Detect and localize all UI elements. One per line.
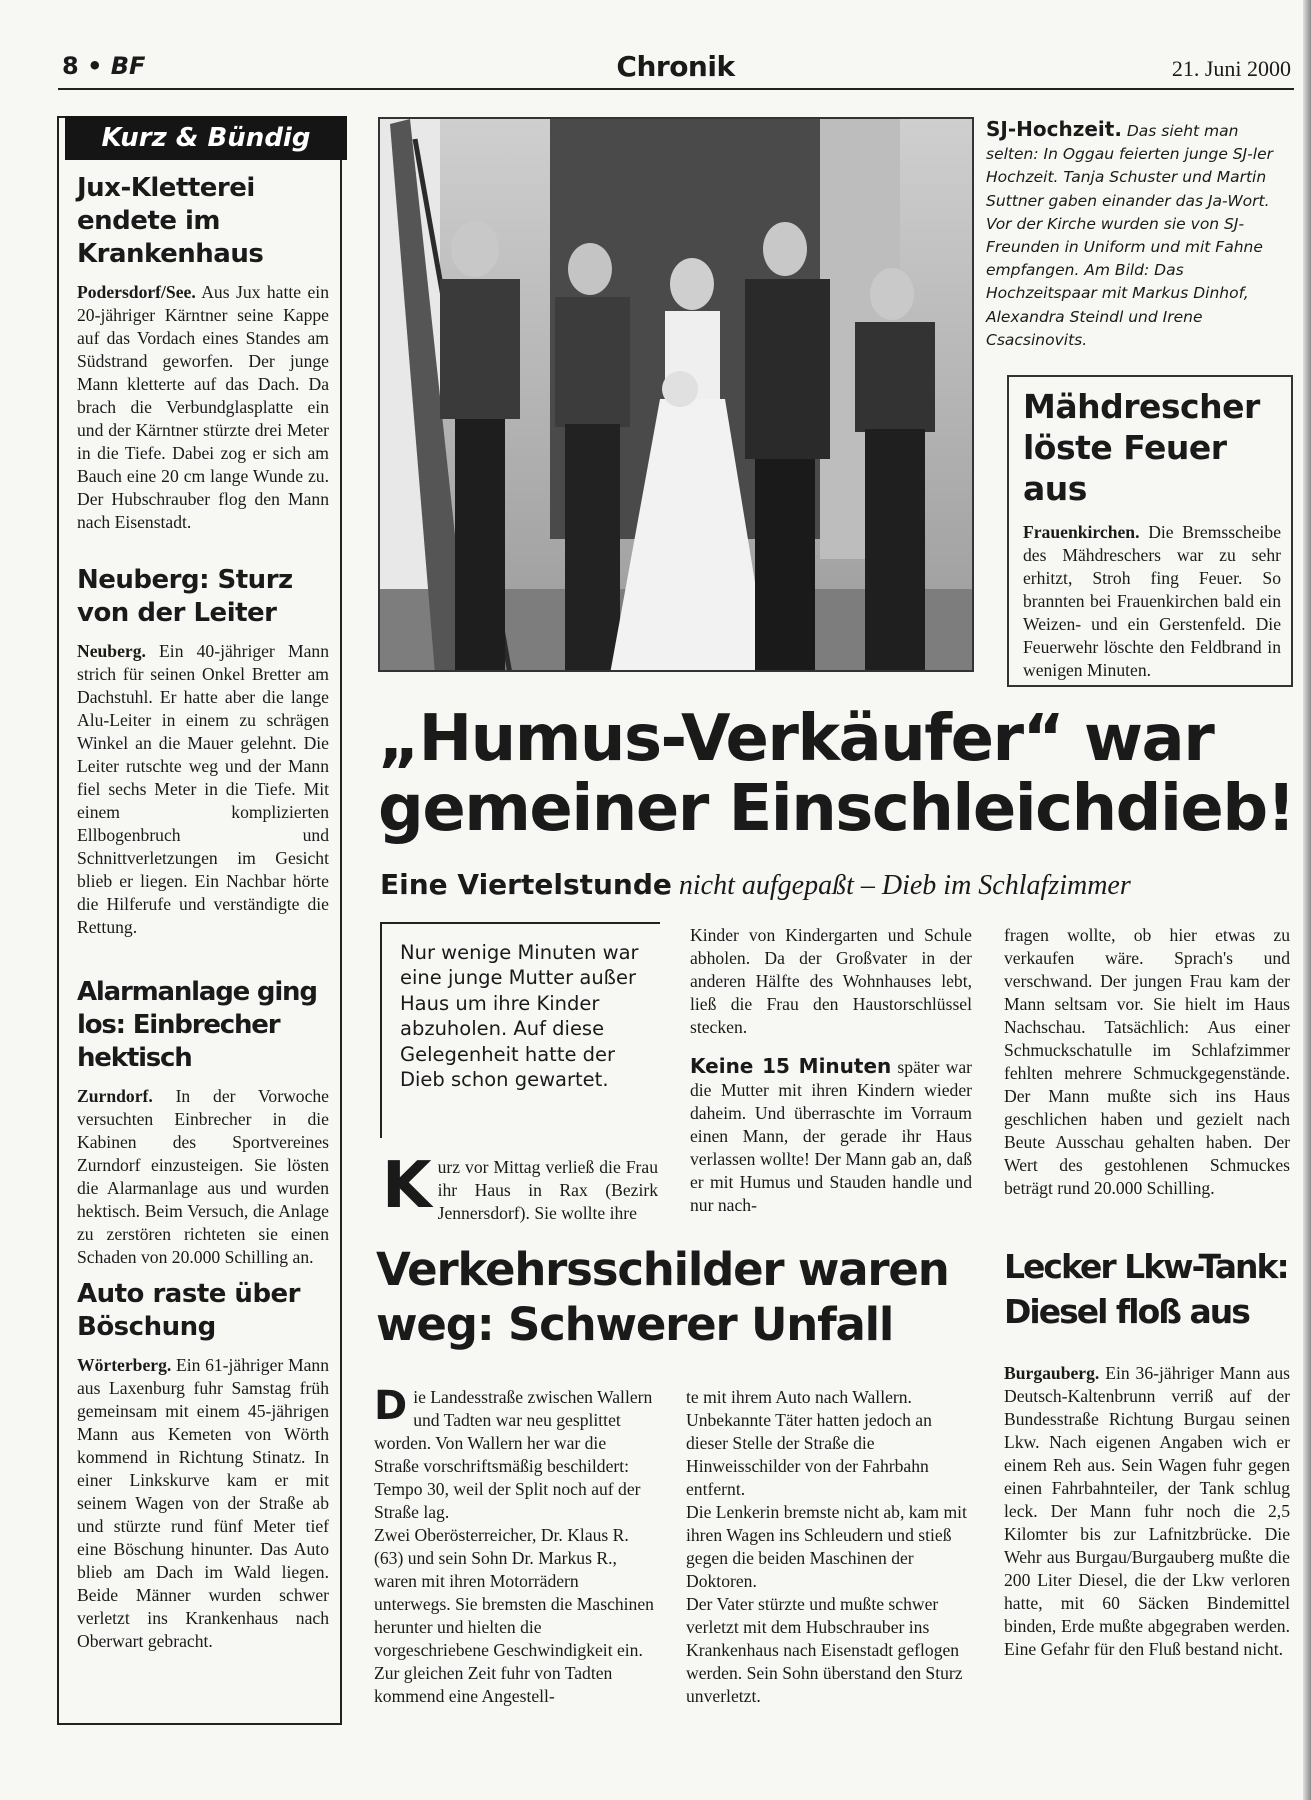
article-text: urz vor Mittag verließ die Frau ihr Haus in Rax (Bezirk Jennersdorf). Sie wollte ihre: [437, 1157, 658, 1223]
dateline: Zurndorf.: [77, 1086, 153, 1106]
article-text: später war die Mutter mit ihren Kindern wieder daheim. Und überraschte im Vorraum einen Mann, der gerade ihr Haus verlassen wollte! Der Mann gab an, daß er mit Humus und Stauden handle und nur nach-: [690, 1057, 972, 1215]
article-text: ie Landesstraße zwischen Wallern und Tadten war neu gesplittet worden. Von Wallern her war die Straße vorschriftsmäßig beschildert: Tempo 30, weil der Split noch auf der Straße lag.: [374, 1387, 653, 1522]
sidebar-item-neuberg: [77, 564, 329, 939]
headline: Jux-Kletterei endete im Krankenhaus: [77, 173, 264, 269]
main-col-3: [1004, 924, 1290, 1200]
article-text: Aus Jux hatte ein 20-jähriger Kärntner seine Kappe auf das Vordach eines Standes am Südstrand geworfen. Der junge Mann kletterte auf das Dach. Da brach die Verbundglasplatte ein und der Kärntner stürzte drei Meter in die Tiefe. Dabei zog er sich am Bauch eine 20 cm lange Wunde zu. Der Hubschrauber flog den Mann nach Eisenstadt.: [77, 282, 329, 532]
wedding-photo-illustration: [380, 119, 974, 672]
article-text: fragen wollte, ob hier etwas zu verkaufen wäre. Sprach's und verschwand. Der jungen Frau kam der Mann seltsam vor. Sie hielt im Haus Nachschau. Tatsächlich: Aus einer Schmuckschatulle im Schlafzimmer fehlten mehrere Schmuckgegenstände. Der Mann mußte sich ins Haus geschlichen haben und gezielt nach Beute Ausschau gehalten haben. Der Wert des gestohlenen Schmuckes beträgt rund 20.000 Schilling.: [1004, 925, 1290, 1198]
verkehr-headline: [376, 1242, 976, 1352]
lkw-article: [1004, 1362, 1290, 1661]
sidebar-item-woerterberg: [77, 1278, 329, 1653]
article-text: te mit ihrem Auto nach Wallern. Unbekannte Täter hatten jedoch an dieser Stelle der Straße die Hinweisschilder von der Fahrbahn entfernt.: [686, 1387, 932, 1499]
article-body: [77, 640, 329, 939]
page-edge-shadow: [1303, 0, 1311, 1800]
sidebar-title: Kurz & Bündig: [65, 116, 347, 160]
main-subhead: [380, 868, 1300, 902]
article-body: [1023, 521, 1281, 682]
subhead-bold: Eine Viertelstunde: [380, 868, 672, 901]
main-headline: [378, 704, 1298, 844]
caption-lead: SJ-Hochzeit.: [986, 117, 1122, 141]
headline-line-2: gemeiner Einschleichdieb!: [378, 772, 1295, 846]
article-text: Die Bremsscheibe des Mähdreschers war zu sehr erhitzt, Stroh fing Feuer. So brannten bei Frauenkirchen bald ein Weizen- und ein Gerstenfeld. Die Feuerwehr löschte den Feldbrand in wenigen Minuten.: [1023, 522, 1281, 680]
verkehr-col-2: [686, 1386, 970, 1708]
article-text: Die Lenkerin bremste nicht ab, kam mit ihren Wagen ins Schleudern und stieß gegen die beiden Maschinen der Doktoren.: [686, 1502, 967, 1591]
dateline: Neuberg.: [77, 641, 146, 661]
article-paragraph: [374, 1383, 654, 1524]
dropcap: D: [374, 1383, 408, 1429]
article-text: In der Vorwoche versuchten Einbrecher in die Kabinen des Sportvereines Zurndorf einzusteigen. Sie lösten die Alarmanlage aus und wurden hektisch. Beim Versuch, die Anlage zu zerstören richteten sie einen Schaden von 20.000 Schilling an.: [77, 1086, 329, 1267]
article-text: Ein 36-jähriger Mann aus Deutsch-Kaltenbrunn verriß auf der Bundesstraße Richtung Burgau seinen Lkw. Nach eigenen Angaben wich er einem Reh aus. Sein Wagen fuhr gegen einen Fahrbahnteiler, der Tank schlug leck. Der Mann fuhr noch die 2,5 Kilomter bis zur Lafnitzbrücke. Die Wehr aus Burgau/Burgauberg mußte die 200 Liter Diesel, die der Lkw verloren hatte, mit 60 Säcken Bindemittel binden, Erde mußte abgegraben werden. Eine Gefahr für den Fluß bestand nicht.: [1004, 1363, 1290, 1659]
headline: Auto raste über Böschung: [77, 1279, 301, 1342]
issue-date: 21. Juni 2000: [1171, 56, 1291, 81]
dropcap: K: [382, 1149, 432, 1223]
headline: Neuberg: Sturz von der Leiter: [77, 565, 293, 628]
headline-line-1: Lecker Lkw-Tank:: [1004, 1247, 1288, 1286]
dateline: Burgauberg.: [1004, 1363, 1100, 1383]
wedding-photo: [378, 117, 974, 672]
maehdrescher-article: [1023, 386, 1281, 682]
dateline: Frauenkirchen.: [1023, 522, 1140, 542]
main-col-1: [382, 1149, 658, 1225]
article-body: [77, 1085, 329, 1269]
headline: Alarmanlage ging los: Einbrecher hektisch: [77, 977, 317, 1073]
headline-line-1: Verkehrsschilder waren: [376, 1243, 949, 1296]
dot-separator: •: [87, 52, 103, 80]
article-text: Ein 40-jähriger Mann strich für seinen Onkel Bretter am Dachstuhl. Er hatte aber die lange Alu-Leiter in einem zu schrägen Winkel an die Mauer gelehnt. Die Leiter rutschte weg und der Mann fiel sechs Meter in die Tiefe. Mit einem komplizierten Ellbogenbruch und Schnittverletzungen im Gesicht blieb er liegen. Ein Nachbar hörte die Hilferufe und verständigte die Rettung.: [77, 641, 329, 937]
section-title: Chronik: [616, 50, 735, 83]
photo-caption: [986, 118, 1294, 352]
article-text: Ein 61-jähriger Mann aus Laxenburg fuhr Samstag früh gemeinsam mit einem 45-jährigen Mann aus Kemeten von Wörth kommend in Richtung Stinatz. In einer Linkskurve kam er mit seinem Wagen von der Straße ab und stürzte rund fünf Meter tief eine Böschung hinunter. Das Auto blieb am Dach im Wald liegen. Beide Männer wurden schwer verletzt ins Krankenhaus nach Oberwart gebracht.: [77, 1355, 329, 1651]
subhead-italic: nicht aufgepaßt – Dieb im Schlafzimmer: [671, 870, 1131, 901]
sidebar-item-zurndorf: [77, 976, 329, 1269]
paper-logo: BF: [110, 52, 146, 80]
article-body: [77, 281, 329, 534]
headline: Mähdrescher löste Feuer aus: [1023, 387, 1260, 508]
article-paragraph: [690, 1055, 972, 1217]
lkw-headline: [1004, 1244, 1304, 1334]
headline-line-2: Diesel floß aus: [1004, 1292, 1249, 1331]
header-rule: [58, 88, 1294, 90]
verkehr-col-1: [374, 1383, 654, 1708]
article-text: Kinder von Kindergarten und Schule abholen. Da der Großvater in der anderen Hälfte des Wohnhauses lebt, ließ die Frau den Haustorschlüssel stecken.: [690, 925, 972, 1037]
article-body: [77, 1354, 329, 1653]
caption-text: Das sieht man selten: In Oggau feierten junge SJ-ler Hochzeit. Tanja Schuster und Martin Suttner gaben einander das Ja-Wort. Vor der Kirche wurden sie von SJ-Freunden in Uniform und mit Fahne empfangen. Am Bild: Das Hochzeitspaar mit Markus Dinhof, Alexandra Steindl und Irene Csacsinovits.: [986, 122, 1273, 349]
headline-line-2: weg: Schwerer Unfall: [376, 1298, 894, 1351]
lead-in: Keine 15 Minuten: [690, 1054, 892, 1078]
dateline: Wörterberg.: [77, 1355, 172, 1375]
sidebar-item-jux: [77, 172, 329, 534]
article-text: Der Vater stürzte und mußte schwer verletzt mit dem Hubschrauber ins Krankenhaus nach Eisenstadt geflogen werden. Sein Sohn überstand den Sturz unverletzt.: [686, 1594, 963, 1706]
page-num: 8: [62, 52, 79, 80]
teaser-text: Nur wenige Minuten war eine junge Mutter außer Haus um ihre Kinder abzuholen. Auf diese Gelegenheit hatte der Dieb schon gewartet.: [400, 941, 639, 1092]
dateline: Podersdorf/See.: [77, 282, 196, 302]
main-col-2: [690, 924, 972, 1217]
headline-line-1: „Humus-Verkäufer“ war: [378, 702, 1214, 776]
article-text: Zwei Oberösterreicher, Dr. Klaus R. (63) und sein Sohn Dr. Markus R., waren mit ihren Motorrädern unterwegs. Sie bremsten die Maschinen herunter und hielten die vorgeschriebene Geschwindigkeit ein. Zur gleichen Zeit fuhr von Tadten kommend eine Angestell-: [374, 1525, 654, 1706]
